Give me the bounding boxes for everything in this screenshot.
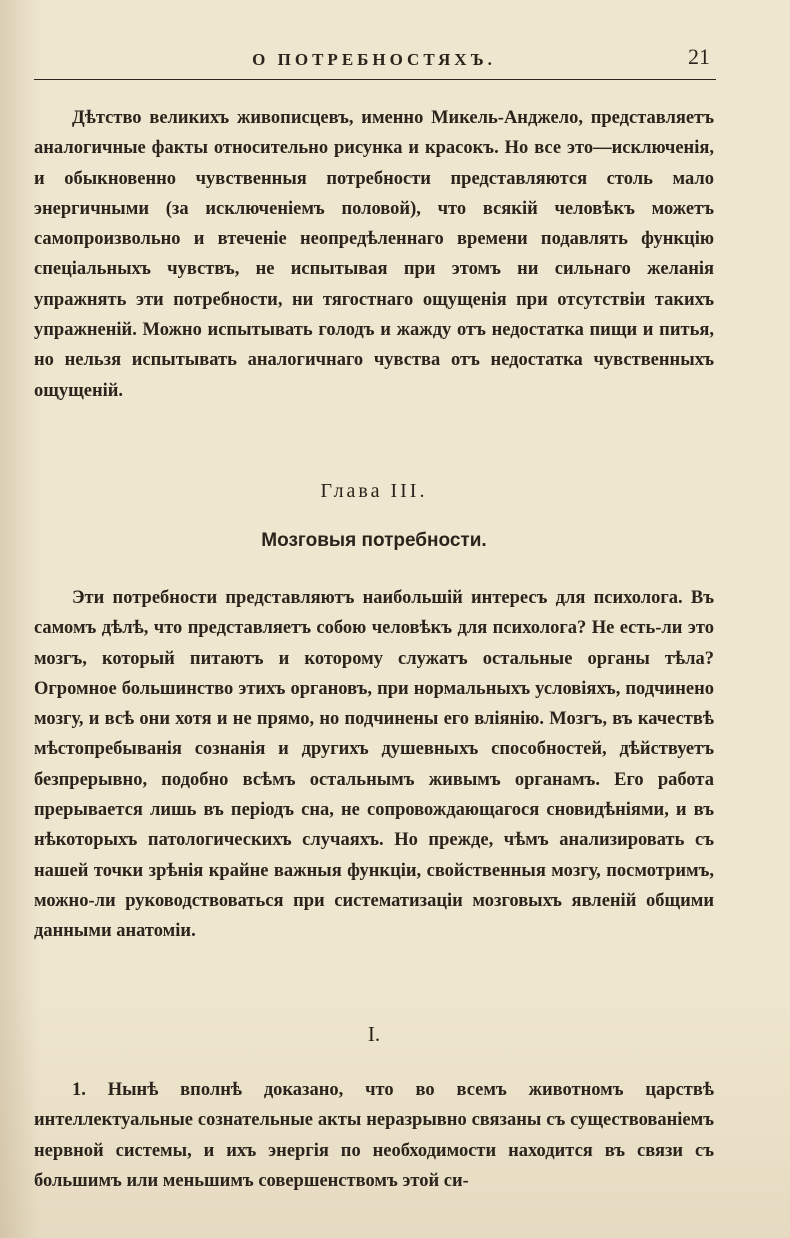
section-number: I. <box>367 1022 381 1046</box>
paragraph-3-text: 1. Нынѣ вполнѣ доказано, что во всемъ животномъ царствѣ интеллектуальные сознательные акты неразрывно связаны съ существованіемъ нервной системы, и ихъ энергія по необходимости находится въ связи съ большимъ или меньшимъ совершенствомъ этой си- <box>34 1080 714 1191</box>
header-rule <box>34 79 716 80</box>
chapter-heading: Глава III. <box>320 480 428 502</box>
page-header <box>34 44 714 78</box>
paragraph-3 <box>34 1075 714 1196</box>
chapter-title: Мозговыя потребности. <box>261 530 487 551</box>
page-number: 21 <box>688 44 710 69</box>
paragraph-1 <box>34 103 714 406</box>
running-title: О ПОТРЕБНОСТЯХЪ. <box>252 50 496 69</box>
paragraph-1-text: Дѣтство великихъ живописцевъ, именно Микель-Анджело, представляетъ аналогичные факты относительно рисунка и красокъ. Но все это—исключенія, и обыкновенно чувственныя потребности представляются столь мало энергичными (за исключеніемъ половой), что всякій человѣкъ можетъ самопроизвольно и втеченіе неопредѣленнаго времени подавлять функцію спеціальныхъ чувствъ, не испытывая при этомъ ни сильнаго желанія упражнять эти потребности, ни тягостнаго ощущенія при отсутствіи такихъ упражненій. Можно испытывать голодъ и жажду отъ недостатка пищи и питья, но нельзя испытывать аналогичнаго чувства отъ недостатка чувственныхъ ощущеній. <box>34 108 714 401</box>
paragraph-2 <box>34 583 714 947</box>
paragraph-2-text: Эти потребности представляютъ наибольшій интересъ для психолога. Въ самомъ дѣлѣ, что представляетъ собою человѣкъ для психолога? Не есть-ли это мозгъ, который питаютъ и которому служатъ остальные органы тѣла? Огромное большинство этихъ органовъ, при нормальныхъ условіяхъ, подчинено мозгу, и всѣ они хотя и не прямо, но подчинены его вліянію. Мозгъ, въ качествѣ мѣстопребыванія сознанія и другихъ душевныхъ способностей, дѣйствуетъ безпрерывно, подобно всѣмъ остальнымъ живымъ органамъ. Его работа прерывается лишь въ періодъ сна, не сопровождающагося сновидѣніями, и въ нѣкоторыхъ патологическихъ случаяхъ. Но прежде, чѣмъ анализировать съ нашей точки зрѣнія крайне важныя функціи, свойственныя мозгу, посмотримъ, можно-ли руководствоваться при систематизаціи мозговыхъ явленій общими данными анатоміи. <box>34 588 714 942</box>
